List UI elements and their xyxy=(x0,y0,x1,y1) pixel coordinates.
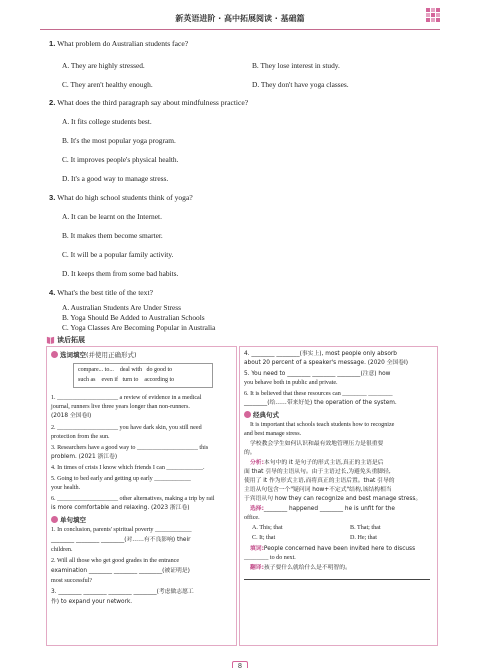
q2-option-b[interactable]: B. It's the most popular yoga program. xyxy=(62,136,176,145)
right-line: you behave both in public and private. xyxy=(244,380,338,386)
word-box: compare... to... deal with do good to such as even if turn to according to xyxy=(73,363,213,388)
section-banner xyxy=(46,335,438,344)
choose-line: 选择:________ happened ________ he is unfit for the xyxy=(250,506,395,512)
q1-option-c[interactable]: C. They aren't healthy enough. xyxy=(62,80,153,89)
question-2: 2. What does the third paragraph say about mindfulness practice? xyxy=(49,98,249,107)
right-column xyxy=(239,346,438,646)
fill-line: 6. ____________________ other alternatives, making a trip by rail xyxy=(51,496,215,502)
question-1: 1. What problem do Australian students face? xyxy=(49,39,189,48)
fill2-line: most successful? xyxy=(51,578,93,584)
fill-title: 选词填空(并使用正确形式) xyxy=(51,350,137,359)
fill2-line: children. xyxy=(51,547,73,553)
choose-option-a[interactable]: A. This; that xyxy=(252,525,283,531)
fill-line: (2018 全国卷Ⅰ) xyxy=(51,413,92,419)
fill-line: your health. xyxy=(51,485,81,491)
q1-option-b[interactable]: B. They lose interest in study. xyxy=(252,61,340,70)
classic-sentence-title: 经典句式 xyxy=(244,410,279,419)
right-line: 5. You need to ________ ________ ________(注意) how xyxy=(244,371,391,377)
star-icon xyxy=(244,411,251,418)
q3-option-a[interactable]: A. It can be learnt on the Internet. xyxy=(62,212,162,221)
fill-line: 3. Researchers have a good way to ____________________ this xyxy=(51,445,209,451)
analysis-line: 使用了 it 作为形式主语,而将真正的主语后置。that 引导的 xyxy=(244,478,395,484)
fill-line: 5. Going to bed early and getting up early ____________ xyxy=(51,476,191,482)
analysis-line: 面 that 引导的主语从句。由于主语过长,为避免头重脚轻, xyxy=(244,469,391,475)
fill-word-line: ________ to do next. xyxy=(244,555,296,561)
example-cn-line: 的。 xyxy=(244,450,256,456)
q4-option-c[interactable]: C. Yoga Classes Are Becoming Popular in Australia xyxy=(62,323,216,332)
example-line: It is important that schools teach students how to recognize xyxy=(250,422,395,428)
analysis-line: 分析:本句中的 it 是句子的形式主语,真正的主语是后 xyxy=(250,460,384,466)
question-4: 4. What's the best title of the text? xyxy=(49,288,153,297)
question-3: 3. What do high school students think of yoga? xyxy=(49,193,193,202)
q3-option-c[interactable]: C. It will be a popular family activity. xyxy=(62,250,174,259)
fill-line: 4. In times of crisis I know which friends I can ____________. xyxy=(51,465,205,471)
star-icon xyxy=(51,516,58,523)
q2-option-a[interactable]: A. It fits college students best. xyxy=(62,117,152,126)
translate-line: 翻译:孩子要什么就给什么是不明智的。 xyxy=(250,565,351,571)
example-line: and best manage stress. xyxy=(244,431,302,437)
fill-word-line: 填词:People concerned have been invited here to discuss xyxy=(250,546,416,552)
example-cn-line: 学校教会学生如何认识和最有效地管理压力是很重要 xyxy=(250,441,384,447)
fill2-line: examination ________ ________ ________(被证明是) xyxy=(51,568,190,574)
single-fill-title: 单句填空 xyxy=(51,515,86,524)
fill-line: 1. ____________________ a review of evidence in a medical xyxy=(51,395,202,401)
fill-line: protection from the sun. xyxy=(51,434,110,440)
q4-option-b[interactable]: B. Yoga Should Be Added to Australian Schools xyxy=(62,313,205,322)
fill2-line: 3. ________ ________ ________ ________(考虑做志愿工 xyxy=(51,589,194,595)
q2-option-c[interactable]: C. It improves people's physical health. xyxy=(62,155,179,164)
page-header xyxy=(40,8,440,30)
fill2-line: 1. In conclusion, parents' spiritual poverty ____________ xyxy=(51,527,192,533)
right-line: ________(给……带来好处) the operation of the system. xyxy=(244,400,397,406)
fill-line: problem. (2021 浙江卷) xyxy=(51,454,118,460)
right-line: about 20 percent of a speaker's message. (2020 全国卷Ⅰ) xyxy=(244,360,408,366)
fill2-line: 作) to expand your network. xyxy=(51,599,133,605)
fill-line: journal, runners live three years longer than non-runners. xyxy=(51,404,190,410)
header-grid-icon xyxy=(426,8,440,22)
section-title: 读后拓展 xyxy=(57,336,85,344)
book-icon xyxy=(46,335,55,344)
q1-option-d[interactable]: D. They don't have yoga classes. xyxy=(252,80,349,89)
q4-option-a[interactable]: A. Australian Students Are Under Stress xyxy=(62,303,182,312)
choose-option-d[interactable]: D. He; that xyxy=(350,535,377,541)
header-title: 新英语进阶 · 高中拓展阅读 · 基础篇 xyxy=(175,14,305,23)
fill-line: is more comfortable and relaxing. (2023 浙江卷) xyxy=(51,505,190,511)
fill2-line: ________ ________ ________(对……有不良影响) their xyxy=(51,537,191,543)
page-footer xyxy=(0,655,480,668)
choose-option-b[interactable]: B. That; that xyxy=(350,525,381,531)
right-line: 4. ________ ________(事实上), most people only absorb xyxy=(244,351,397,357)
choose-option-c[interactable]: C. It; that xyxy=(252,535,276,541)
choose-line: office. xyxy=(244,515,260,521)
right-line: 6. It is believed that these resources can ________ ________ xyxy=(244,391,393,397)
answer-line[interactable] xyxy=(244,579,430,580)
page-number: 8 xyxy=(232,661,248,668)
star-icon xyxy=(51,351,58,358)
analysis-line: 于宾语从句 how they can recognize and best manage stress。 xyxy=(244,496,422,502)
left-column xyxy=(46,346,237,646)
fill-line: 2. ____________________ you have dark skin, you still need xyxy=(51,425,202,431)
q1-option-a[interactable]: A. They are highly stressed. xyxy=(62,61,145,70)
fill2-line: 2. Will all those who get good grades in the entrance xyxy=(51,558,180,564)
analysis-line: 主语从句包含一个"疑问词 how+不定式"结构,该结构相当 xyxy=(244,487,392,493)
q3-option-d[interactable]: D. It keeps them from some bad habits. xyxy=(62,269,179,278)
q3-option-b[interactable]: B. It makes them become smarter. xyxy=(62,231,163,240)
q2-option-d[interactable]: D. It's a good way to manage stress. xyxy=(62,174,169,183)
